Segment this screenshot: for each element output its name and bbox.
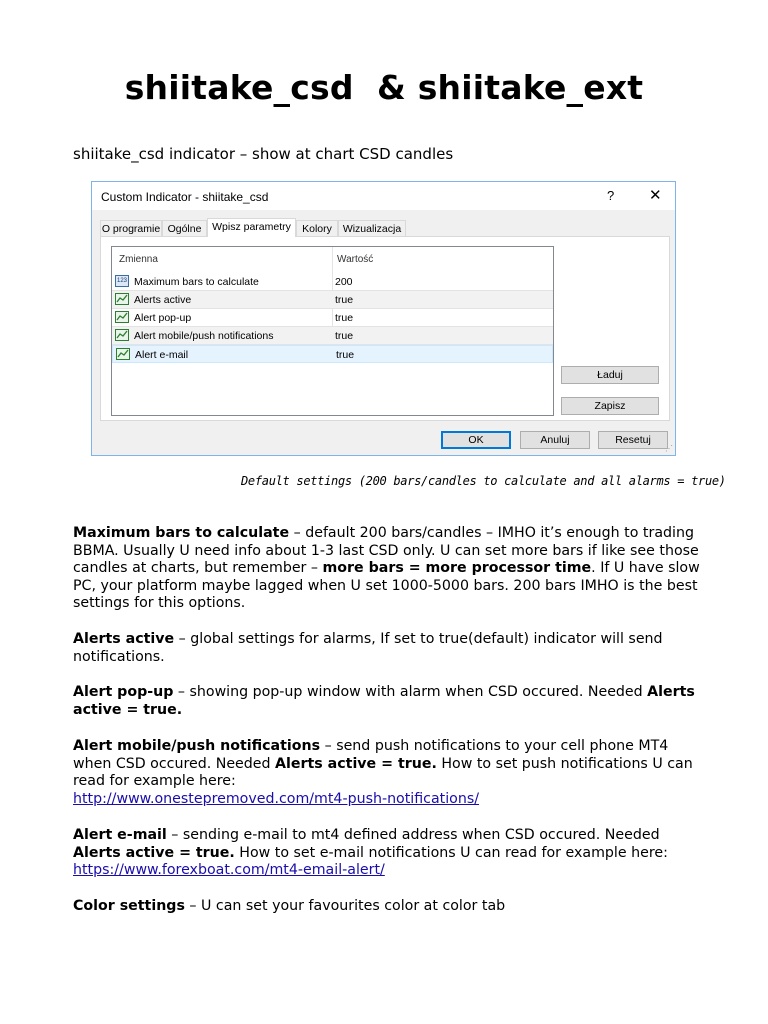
- param-name: Maximum bars to calculate: [134, 276, 259, 288]
- tab-o-programie[interactable]: O programie: [100, 220, 162, 236]
- section-emphasis: Alerts active = true.: [275, 755, 437, 772]
- term-color-settings: Color settings: [73, 898, 185, 914]
- section-max-bars: [73, 525, 703, 613]
- bool-param-icon: [115, 329, 129, 341]
- section-text: – global settings for alarms, If set to true(default) indicator will send notifications.: [73, 631, 663, 665]
- page-subtitle: shiitake_csd indicator – show at chart CSD candles: [73, 145, 454, 163]
- section-text: – default 200 bars/candles – IMHO it’s enough to trading BBMA. Usually U need info about 1-3 last CSD only. U can set more bars if like see those candles at charts, but remember –: [73, 525, 699, 577]
- column-header-value[interactable]: Wartość: [337, 254, 374, 265]
- tab-wizualizacja[interactable]: Wizualizacja: [338, 220, 406, 236]
- save-button[interactable]: Zapisz: [561, 397, 659, 415]
- bool-param-icon: [116, 348, 130, 360]
- section-alert-popup: [73, 684, 703, 719]
- load-button[interactable]: Ładuj: [561, 366, 659, 384]
- param-value[interactable]: true: [336, 349, 355, 361]
- param-name: Alerts active: [134, 294, 192, 306]
- param-row-alert-push[interactable]: [112, 327, 553, 345]
- dialog-titlebar[interactable]: [92, 182, 675, 210]
- cancel-button[interactable]: Anuluj: [520, 431, 590, 449]
- ok-button[interactable]: OK: [441, 431, 511, 449]
- tab-ogolne[interactable]: Ogólne: [162, 220, 207, 236]
- section-alert-email: [73, 827, 703, 880]
- page-title: shiitake_csd & shiitake_ext: [124, 68, 644, 107]
- help-button[interactable]: ?: [607, 188, 615, 203]
- section-text: How to set e-mail notifications U can read for example here:: [234, 844, 668, 861]
- section-text: – sending e-mail to mt4 defined address when CSD occured. Needed: [166, 827, 660, 843]
- section-alert-push: [73, 738, 703, 808]
- term-max-bars: Maximum bars to calculate: [73, 525, 290, 541]
- term-alerts-active: Alerts active: [73, 631, 175, 647]
- dialog-title: Custom Indicator - shiitake_csd: [101, 190, 269, 204]
- email-alert-link[interactable]: https://www.forexboat.com/mt4-email-alert/: [73, 862, 385, 879]
- parameters-panel: [100, 236, 670, 421]
- param-name: Alert pop-up: [134, 312, 192, 324]
- param-value[interactable]: true: [335, 294, 354, 306]
- param-value[interactable]: true: [335, 330, 354, 342]
- resize-grip-icon[interactable]: ⋰: [665, 444, 673, 453]
- section-text: . If U have slow PC, your platform maybe lagged when U set 1000-5000 bars. 200 bars IMHO is the best settings for this options.: [73, 560, 700, 612]
- section-emphasis: more bars = more processor time: [322, 560, 592, 577]
- section-emphasis: Alerts active = true.: [73, 844, 235, 861]
- section-color-settings: [73, 898, 703, 916]
- term-alert-popup: Alert pop-up: [73, 684, 174, 700]
- custom-indicator-dialog: [91, 181, 676, 456]
- figure-caption: Default settings (200 bars/candles to calculate and all alarms = true): [241, 474, 726, 488]
- param-name: Alert e-mail: [135, 349, 189, 361]
- param-row-alerts-active[interactable]: [112, 291, 553, 309]
- param-row-alert-popup[interactable]: [112, 309, 553, 327]
- section-text: – U can set your favourites color at color tab: [184, 898, 506, 914]
- term-alert-push: Alert mobile/push notifications: [73, 738, 321, 754]
- section-text: – showing pop-up window with alarm when CSD occured. Needed: [173, 684, 648, 700]
- section-text: – send push notifications to your cell phone MT4 when CSD occured. Needed: [73, 738, 669, 772]
- param-row-alert-email[interactable]: [112, 345, 553, 363]
- bool-param-icon: [115, 311, 129, 323]
- section-text: How to set push notifications U can read for example here:: [73, 755, 693, 790]
- param-name: Alert mobile/push notifications: [134, 330, 274, 342]
- term-alert-email: Alert e-mail: [73, 827, 167, 843]
- param-value[interactable]: 200: [335, 276, 353, 288]
- integer-param-icon: 123: [115, 275, 129, 287]
- reset-button[interactable]: Resetuj: [598, 431, 668, 449]
- column-header-variable[interactable]: Zmienna: [119, 254, 158, 265]
- bool-param-icon: [115, 293, 129, 305]
- section-emphasis: Alerts active = true.: [73, 684, 695, 718]
- parameters-grid: [111, 246, 554, 416]
- push-notifications-link[interactable]: http://www.onestepremoved.com/mt4-push-notifications/: [73, 790, 480, 807]
- close-button[interactable]: ✕: [649, 187, 662, 204]
- param-value[interactable]: true: [335, 312, 354, 324]
- tab-wpisz-parametry[interactable]: Wpisz parametry: [207, 218, 296, 237]
- param-row-max-bars[interactable]: [112, 273, 553, 291]
- tab-kolory[interactable]: Kolory: [296, 220, 338, 236]
- section-alerts-active: [73, 631, 703, 666]
